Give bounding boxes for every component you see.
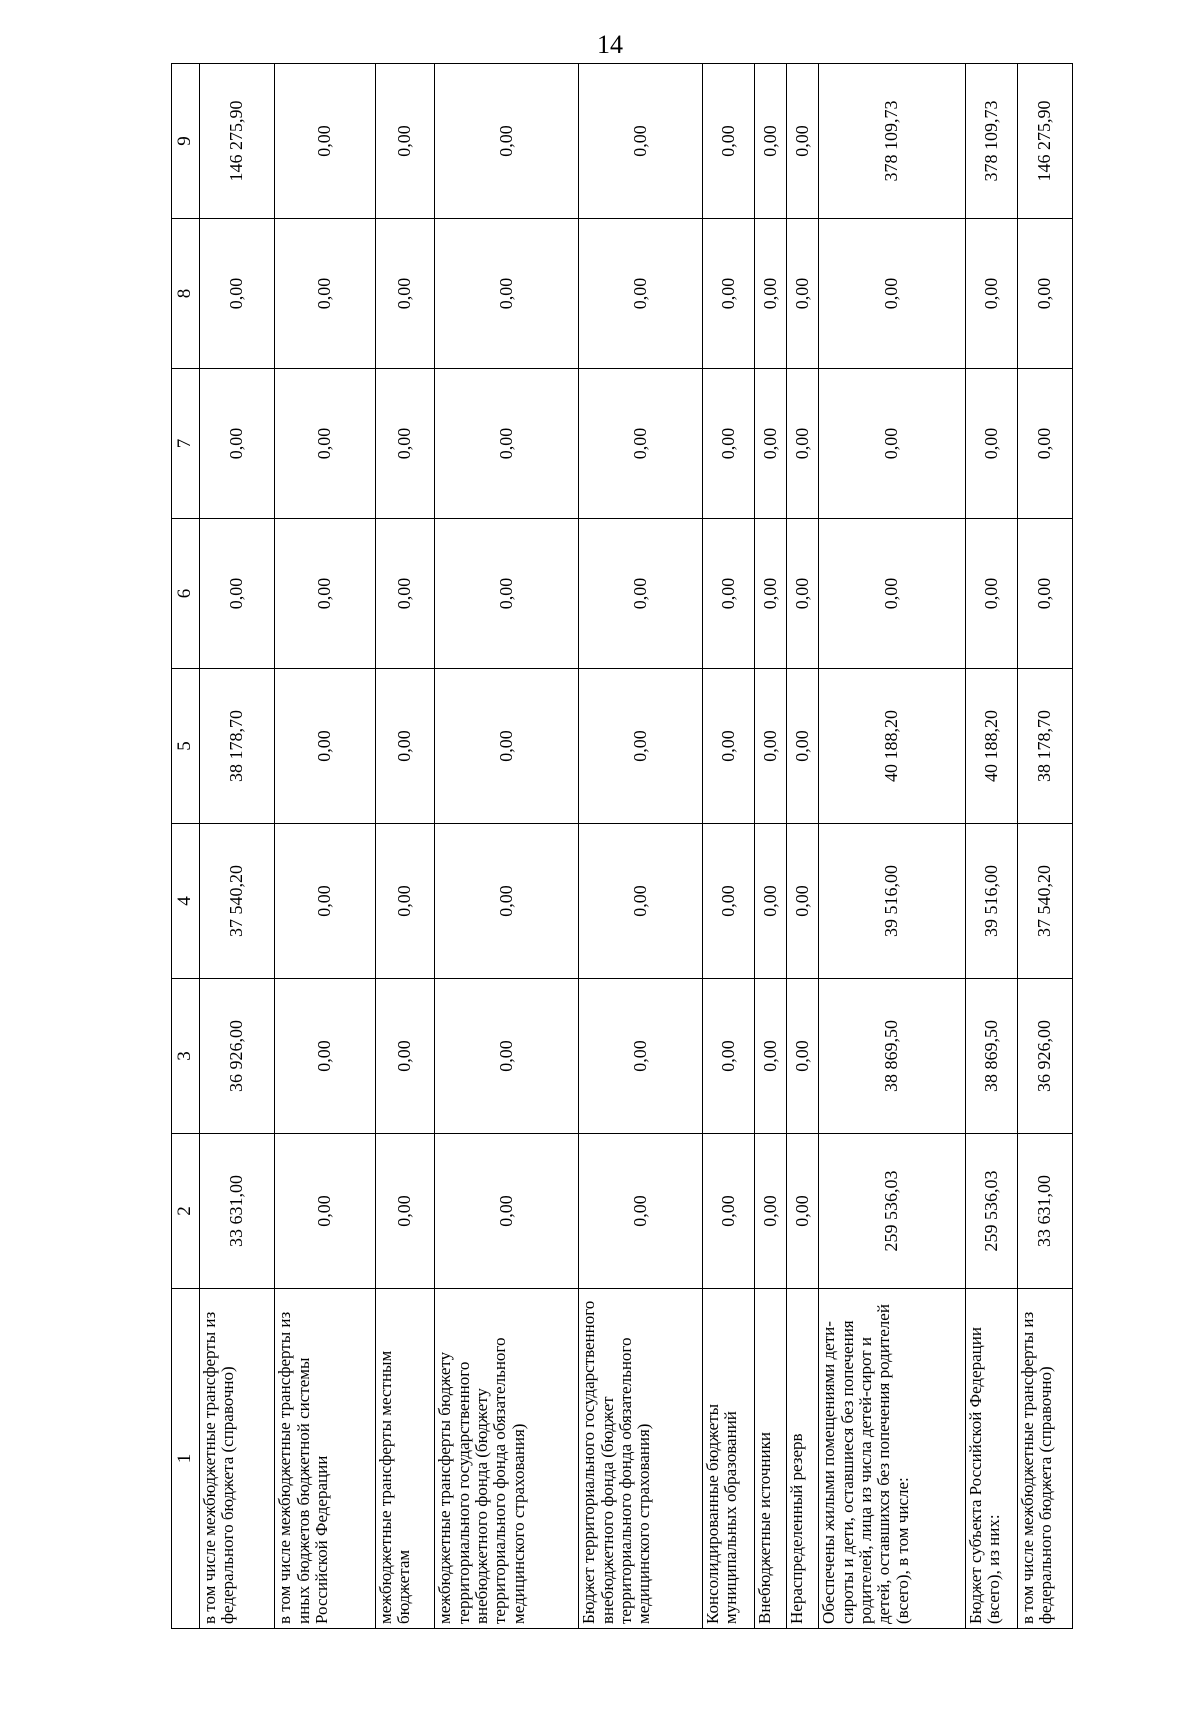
value-cell: 146 275,90 xyxy=(200,64,275,219)
value-cell: 0,00 xyxy=(275,369,376,519)
value-cell: 38 178,70 xyxy=(200,669,275,824)
value-cell: 37 540,20 xyxy=(200,824,275,979)
row-label: в том числе межбюджетные трансферты из иных бюджетов бюджетной системы Российской Федерации xyxy=(275,1289,376,1629)
value-cell: 0,00 xyxy=(579,979,702,1134)
row-label: Бюджет субъекта Российской Федерации (всего), из них: xyxy=(965,1289,1018,1629)
value-cell: 0,00 xyxy=(965,519,1018,669)
value-cell: 0,00 xyxy=(787,219,819,369)
value-cell: 0,00 xyxy=(702,64,755,219)
value-cell: 0,00 xyxy=(579,219,702,369)
value-cell: 36 926,00 xyxy=(200,979,275,1134)
value-cell: 0,00 xyxy=(579,669,702,824)
column-header: 1 xyxy=(172,1289,200,1629)
table-row xyxy=(200,64,275,1629)
value-cell: 0,00 xyxy=(702,219,755,369)
value-cell: 0,00 xyxy=(787,669,819,824)
value-cell: 0,00 xyxy=(579,824,702,979)
value-cell: 0,00 xyxy=(435,219,579,369)
value-cell: 0,00 xyxy=(787,369,819,519)
value-cell: 40 188,20 xyxy=(819,669,965,824)
value-cell: 0,00 xyxy=(435,824,579,979)
value-cell: 0,00 xyxy=(375,369,434,519)
row-label: в том числе межбюджетные трансферты из федерального бюджета (справочно) xyxy=(1018,1289,1073,1629)
column-header: 3 xyxy=(172,979,200,1134)
value-cell: 0,00 xyxy=(755,979,787,1134)
value-cell: 0,00 xyxy=(702,1134,755,1289)
value-cell: 0,00 xyxy=(275,64,376,219)
value-cell: 0,00 xyxy=(375,824,434,979)
column-header: 9 xyxy=(172,64,200,219)
value-cell: 0,00 xyxy=(200,369,275,519)
value-cell: 0,00 xyxy=(702,824,755,979)
table-row xyxy=(702,64,755,1629)
row-label: межбюджетные трансферты бюджету территориального государственного внебюджетного фонда (бюджету территориального фонда обязательного медицинского страхования) xyxy=(435,1289,579,1629)
value-cell: 39 516,00 xyxy=(819,824,965,979)
value-cell: 0,00 xyxy=(275,519,376,669)
value-cell: 0,00 xyxy=(375,219,434,369)
value-cell: 0,00 xyxy=(702,979,755,1134)
table-row xyxy=(819,64,965,1629)
table-row xyxy=(1018,64,1073,1629)
value-cell: 378 109,73 xyxy=(819,64,965,219)
table-row xyxy=(275,64,376,1629)
value-cell: 0,00 xyxy=(819,369,965,519)
value-cell: 259 536,03 xyxy=(965,1134,1018,1289)
value-cell: 0,00 xyxy=(200,219,275,369)
header-row xyxy=(172,64,200,1629)
value-cell: 0,00 xyxy=(787,824,819,979)
value-cell: 0,00 xyxy=(787,519,819,669)
page-number: 14 xyxy=(597,30,623,59)
value-cell: 0,00 xyxy=(435,64,579,219)
table-body xyxy=(200,64,1073,1629)
budget-table xyxy=(171,63,1073,1629)
value-cell: 0,00 xyxy=(275,979,376,1134)
value-cell: 0,00 xyxy=(755,1134,787,1289)
row-label: межбюджетные трансферты местным бюджетам xyxy=(375,1289,434,1629)
value-cell: 0,00 xyxy=(579,64,702,219)
value-cell: 0,00 xyxy=(755,824,787,979)
value-cell: 0,00 xyxy=(275,1134,376,1289)
value-cell: 39 516,00 xyxy=(965,824,1018,979)
value-cell: 0,00 xyxy=(579,519,702,669)
value-cell: 0,00 xyxy=(375,64,434,219)
table-row xyxy=(375,64,434,1629)
value-cell: 0,00 xyxy=(819,519,965,669)
value-cell: 38 869,50 xyxy=(819,979,965,1134)
value-cell: 0,00 xyxy=(435,1134,579,1289)
value-cell: 0,00 xyxy=(200,519,275,669)
value-cell: 0,00 xyxy=(435,369,579,519)
value-cell: 0,00 xyxy=(755,64,787,219)
table-row xyxy=(579,64,702,1629)
rotated-table-frame xyxy=(171,64,1073,1629)
table-row xyxy=(787,64,819,1629)
column-header: 4 xyxy=(172,824,200,979)
column-header: 2 xyxy=(172,1134,200,1289)
value-cell: 0,00 xyxy=(755,669,787,824)
value-cell: 0,00 xyxy=(755,519,787,669)
value-cell: 0,00 xyxy=(755,219,787,369)
value-cell: 0,00 xyxy=(435,669,579,824)
value-cell: 0,00 xyxy=(702,669,755,824)
value-cell: 0,00 xyxy=(375,1134,434,1289)
value-cell: 0,00 xyxy=(755,369,787,519)
value-cell: 0,00 xyxy=(375,669,434,824)
table-row xyxy=(755,64,787,1629)
value-cell: 0,00 xyxy=(579,369,702,519)
row-label: Нераспределенный резерв xyxy=(787,1289,819,1629)
value-cell: 38 178,70 xyxy=(1018,669,1073,824)
value-cell: 40 188,20 xyxy=(965,669,1018,824)
row-label: в том числе межбюджетные трансферты из федерального бюджета (справочно) xyxy=(200,1289,275,1629)
table-container xyxy=(171,64,1073,1629)
value-cell: 0,00 xyxy=(375,519,434,669)
value-cell: 37 540,20 xyxy=(1018,824,1073,979)
value-cell: 33 631,00 xyxy=(1018,1134,1073,1289)
column-header: 5 xyxy=(172,669,200,824)
value-cell: 0,00 xyxy=(702,519,755,669)
value-cell: 33 631,00 xyxy=(200,1134,275,1289)
value-cell: 0,00 xyxy=(819,219,965,369)
value-cell: 0,00 xyxy=(275,824,376,979)
value-cell: 0,00 xyxy=(965,369,1018,519)
column-header: 8 xyxy=(172,219,200,369)
row-label: Внебюджетные источники xyxy=(755,1289,787,1629)
column-header: 6 xyxy=(172,519,200,669)
column-header: 7 xyxy=(172,369,200,519)
value-cell: 378 109,73 xyxy=(965,64,1018,219)
value-cell: 0,00 xyxy=(787,979,819,1134)
row-label: Обеспечены жилыми помещениями дети-сироты и дети, оставшиеся без попечения родителей, лица из числа детей-сирот и детей, оставшихся без попечения родителей (всего), в том числе: xyxy=(819,1289,965,1629)
row-label: Консолидированные бюджеты муниципальных образований xyxy=(702,1289,755,1629)
table-row xyxy=(435,64,579,1629)
value-cell: 0,00 xyxy=(702,369,755,519)
row-label: Бюджет территориального государственного внебюджетного фонда (бюджет территориального фонда обязательного медицинского страхования) xyxy=(579,1289,702,1629)
value-cell: 0,00 xyxy=(1018,519,1073,669)
value-cell: 259 536,03 xyxy=(819,1134,965,1289)
value-cell: 0,00 xyxy=(435,519,579,669)
value-cell: 0,00 xyxy=(579,1134,702,1289)
value-cell: 0,00 xyxy=(1018,219,1073,369)
value-cell: 0,00 xyxy=(965,219,1018,369)
value-cell: 0,00 xyxy=(375,979,434,1134)
table-row xyxy=(965,64,1018,1629)
value-cell: 36 926,00 xyxy=(1018,979,1073,1134)
value-cell: 0,00 xyxy=(1018,369,1073,519)
value-cell: 146 275,90 xyxy=(1018,64,1073,219)
value-cell: 0,00 xyxy=(435,979,579,1134)
value-cell: 0,00 xyxy=(275,219,376,369)
value-cell: 0,00 xyxy=(787,64,819,219)
value-cell: 0,00 xyxy=(275,669,376,824)
value-cell: 38 869,50 xyxy=(965,979,1018,1134)
value-cell: 0,00 xyxy=(787,1134,819,1289)
